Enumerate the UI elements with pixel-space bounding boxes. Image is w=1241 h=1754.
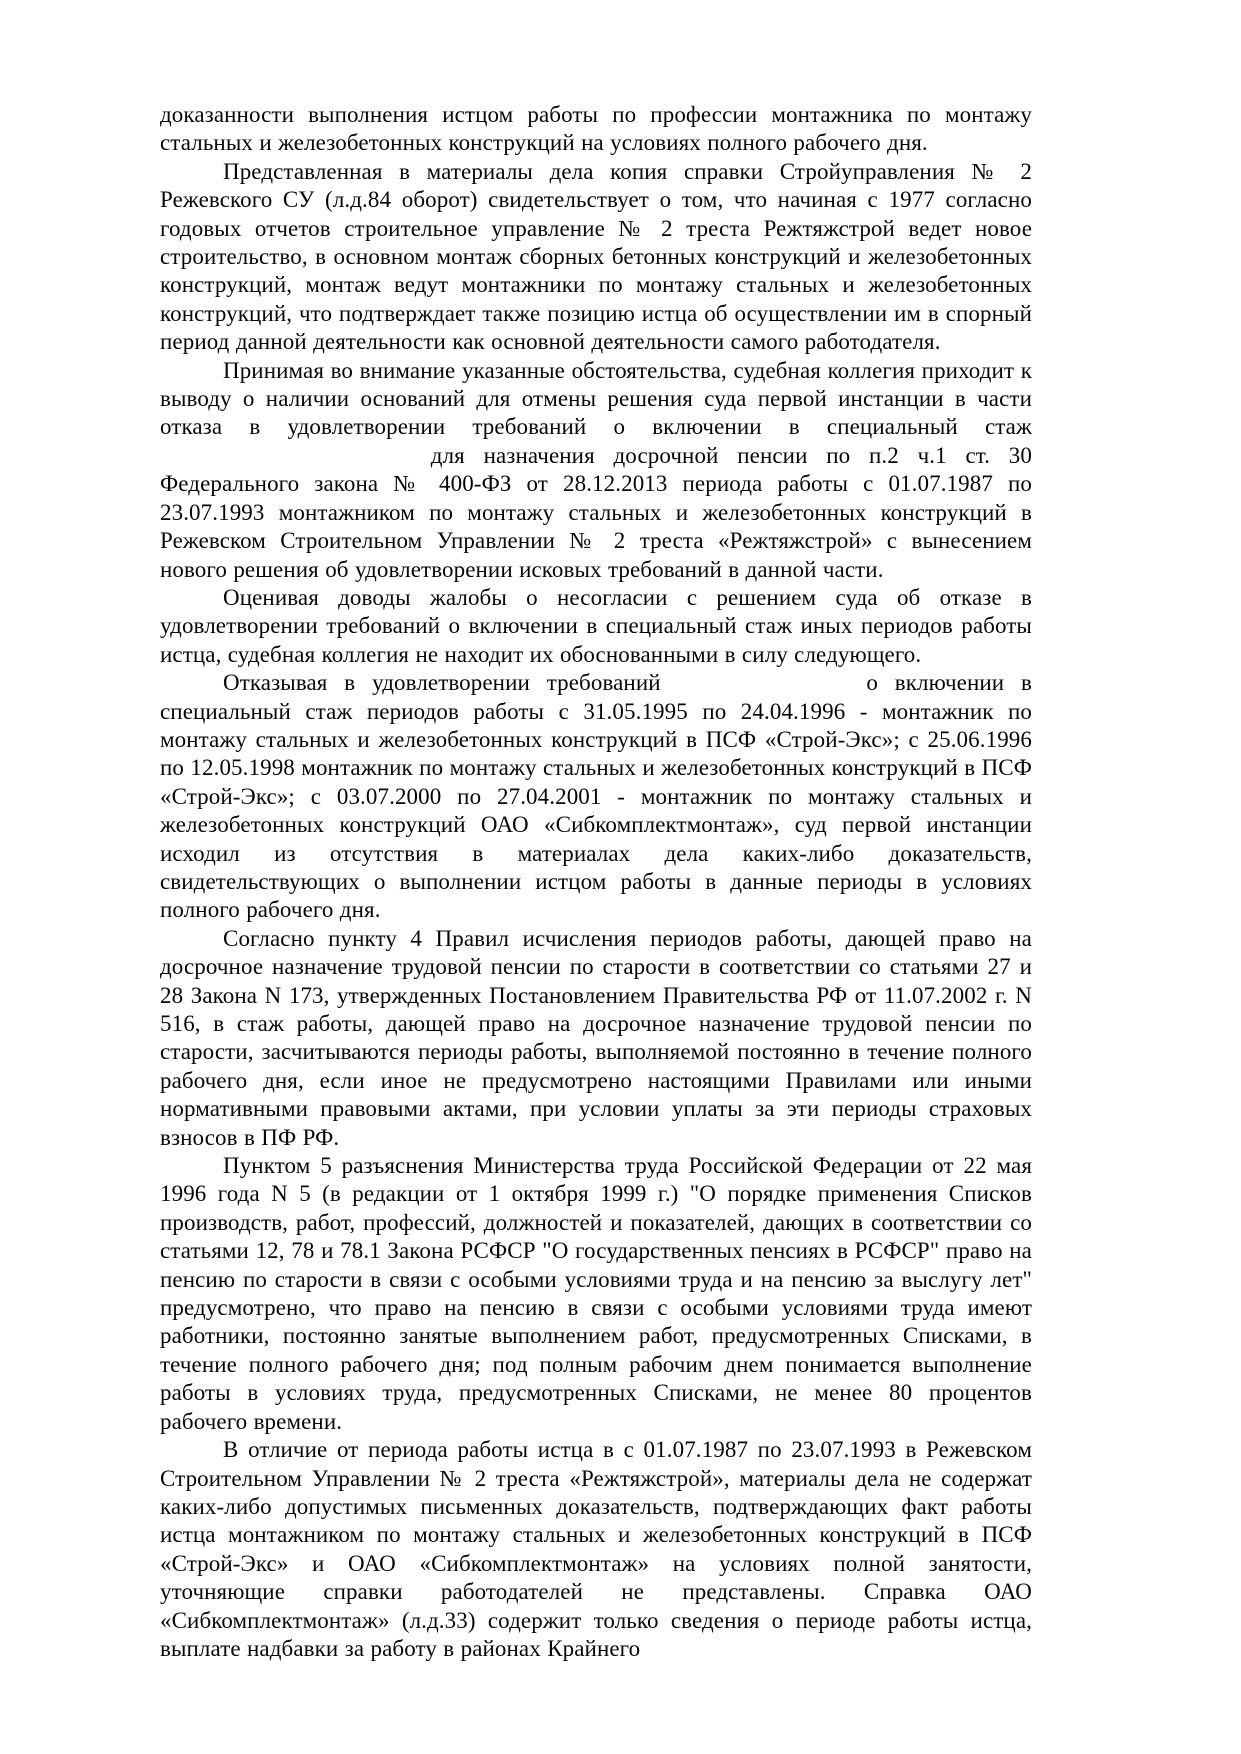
redacted-gap [678, 689, 850, 690]
paragraph: В отличие от периода работы истца в с 01.07.1987 по 23.07.1993 в Режевском Строительном Управлении № 2 треста «Режтяжстрой», материалы дела не содержат каких-либо допустимых письменных доказательств, подтверждающих факт работы истца монтажником по монтажу стальных и железобетонных конструкций в ПСФ «Строй-Экс» и ОАО «Сибкомплектмонтаж» на условиях полной занятости, уточняющие справки работодателей не представлены. Справка ОАО «Сибкомплектмонтаж» (л.д.33) содержит только сведения о периоде работы истца, выплате надбавки за работу в районах Крайнего [160, 1437, 1032, 1661]
paragraph: Принимая во внимание указанные обстоятельства, судебная коллегия приходит к выводу о наличии оснований для отмены решения суда первой инстанции в части отказа в удовлетворении требований о включении в специальный стаж для назначения досрочной пенсии по п.2 ч.1 ст. 30 Федерального закона № 400-ФЗ от 28.12.2013 периода работы с 01.07.1987 по 23.07.1993 монтажником по монтажу стальных и железобетонных конструкций в Режевском Строительном Управлении № 2 треста «Режтяжстрой» с вынесением нового решения об удовлетворении исковых требований в данной части. [160, 357, 1032, 582]
paragraph: Отказывая в удовлетворении требований о включении в специальный стаж периодов работы с 31.05.1995 по 24.04.1996 - монтажник по монтажу стальных и железобетонных конструкций в ПСФ «Строй-Экс»; с 25.06.1996 по 12.05.1998 монтажник по монтажу стальных и железобетонных конструкций в ПСФ «Строй-Экс»; с 03.07.2000 по 27.04.2001 - монтажник по монтажу стальных и железобетонных конструкций ОАО «Сибкомплектмонтаж», суд первой инстанции исходил из отсутствия в материалах дела каких-либо доказательств, свидетельствующих о выполнении истцом работы в данные периоды в условиях полного рабочего дня. [160, 670, 1032, 923]
paragraph: Представленная в материалы дела копия справки Стройуправления № 2 Режевского СУ (л.д.84 оборот) свидетельствует о том, что начиная с 1977 согласно годовых отчетов строительное управление № 2 треста Режтяжстрой ведет новое строительство, в основном монтаж сборных бетонных конструкций и железобетонных конструкций, монтаж ведут монтажники по монтажу стальных и железобетонных конструкций, что подтверждает также позицию истца об осуществлении им в спорный период данной деятельности как основной деятельности самого работодателя. [160, 158, 1032, 355]
paragraph: Согласно пункту 4 Правил исчисления периодов работы, дающей право на досрочное назначение трудовой пенсии по старости в соответствии со статьями 27 и 28 Закона N 173, утвержденных Постановлением Правительства РФ от 11.07.2002 г. N 516, в стаж работы, дающей право на досрочное назначение трудовой пенсии по старости, засчитываются периоды работы, выполняемой постоянно в течение полного рабочего дня, если иное не предусмотрено настоящими Правилами или иными нормативными правовыми актами, при условии уплаты за эти периоды страховых взносов в ПФ РФ. [160, 925, 1032, 1150]
paragraph: Оценивая доводы жалобы о несогласии с решением суда об отказе в удовлетворении требований о включении в специальный стаж иных периодов работы истца, судебная коллегия не находит их обоснованными в силу следующего. [160, 584, 1032, 667]
paragraph: Пунктом 5 разъяснения Министерства труда Российской Федерации от 22 мая 1996 года N 5 (в редакции от 1 октября 1999 г.) "О порядке применения Списков производств, работ, профессий, должностей и показателей, дающих в соответствии со статьями 12, 78 и 78.1 Закона РСФСР "О государственных пенсиях в РСФСР" право на пенсию по старости в связи с особыми условиями труда и на пенсию за выслугу лет" предусмотрено, что право на пенсию в связи с особыми условиями труда имеют работники, постоянно занятые выполнением работ, предусмотренных Списками, в течение полного рабочего дня; под полным рабочим днем понимается выполнение работы в условиях труда, предусмотренных Списками, не менее 80 процентов рабочего времени. [160, 1153, 1032, 1434]
paragraph: доказанности выполнения истцом работы по профессии монтажника по монтажу стальных и железобетонных конструкций на условиях полного рабочего дня. [160, 102, 1032, 156]
document-body [160, 101, 1032, 1663]
redacted-gap [160, 462, 412, 463]
